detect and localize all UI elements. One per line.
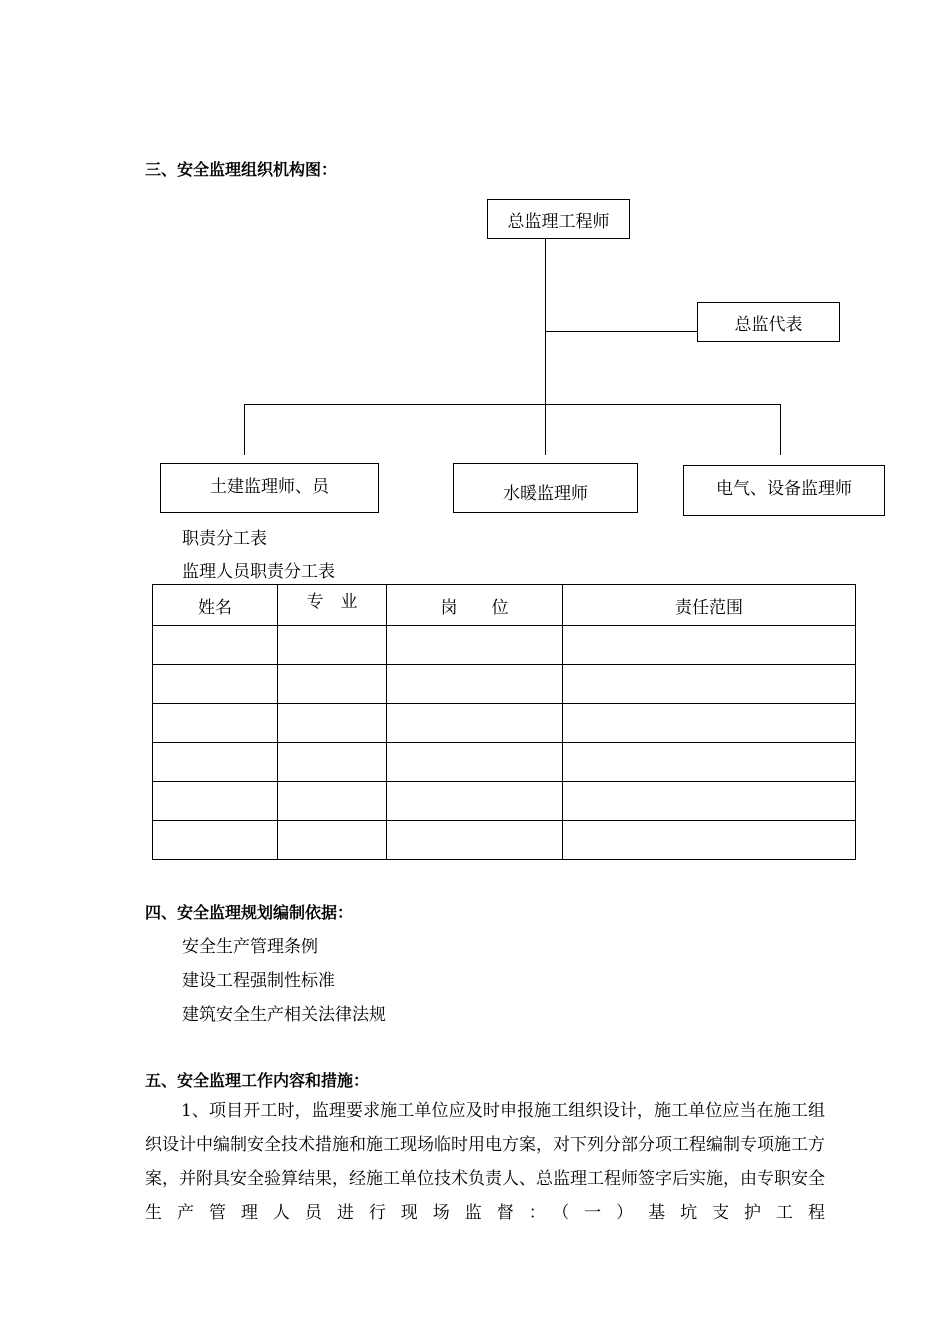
org-box-civil: 土建监理师、员 <box>160 463 379 513</box>
basis-item: 建筑安全生产相关法律法规 <box>182 1005 386 1025</box>
table-cell <box>278 704 387 743</box>
table-cell <box>278 665 387 704</box>
basis-item: 安全生产管理条例 <box>182 937 318 957</box>
org-connector-left <box>244 404 245 455</box>
table-cell <box>153 821 278 860</box>
org-box-plumbing: 水暖监理师 <box>453 463 638 513</box>
org-box-electrical: 电气、设备监理师 <box>683 465 885 516</box>
section5-heading: 五、安全监理工作内容和措施： <box>145 1071 370 1090</box>
table-row <box>153 743 856 782</box>
table-cell <box>153 743 278 782</box>
col-name: 姓名 <box>153 585 278 626</box>
org-connector-deputy <box>545 331 697 332</box>
table-cell <box>278 782 387 821</box>
table-cell <box>563 626 856 665</box>
table-cell <box>563 743 856 782</box>
table-cell <box>563 821 856 860</box>
table-cell <box>153 704 278 743</box>
table-cell <box>278 821 387 860</box>
col-specialty: 专 业 <box>278 585 387 626</box>
table-cell <box>153 626 278 665</box>
col-responsibility: 责任范围 <box>563 585 856 626</box>
org-box-chief-engineer: 总监理工程师 <box>487 199 630 239</box>
caption-duty-table: 职责分工表 <box>182 529 267 549</box>
table-cell <box>387 665 563 704</box>
section4-heading: 四、安全监理规划编制依据： <box>145 903 354 922</box>
basis-item: 建设工程强制性标准 <box>182 971 335 991</box>
table-cell <box>387 626 563 665</box>
org-box-deputy: 总监代表 <box>697 302 840 342</box>
org-connector-main <box>545 239 546 455</box>
section3-heading: 三、安全监理组织机构图： <box>145 160 338 179</box>
table-cell <box>563 665 856 704</box>
table-cell <box>387 743 563 782</box>
table-row <box>153 782 856 821</box>
table-cell <box>278 626 387 665</box>
table-cell <box>278 743 387 782</box>
caption-staff-duty-table: 监理人员职责分工表 <box>182 562 335 582</box>
table-cell <box>387 821 563 860</box>
col-post: 岗 位 <box>387 585 563 626</box>
table-cell <box>563 704 856 743</box>
table-row <box>153 821 856 860</box>
org-connector-branch <box>244 404 781 405</box>
table-cell <box>387 704 563 743</box>
table-cell <box>153 665 278 704</box>
table-cell <box>563 782 856 821</box>
table-header-row <box>153 585 856 626</box>
org-connector-right <box>780 404 781 455</box>
table-cell <box>387 782 563 821</box>
table-row <box>153 704 856 743</box>
table-cell <box>153 782 278 821</box>
table-row <box>153 665 856 704</box>
table-row <box>153 626 856 665</box>
duty-table <box>152 584 856 860</box>
section5-paragraph: 1、项目开工时，监理要求施工单位应及时申报施工组织设计，施工单位应当在施工组织设计中编制安全技术措施和施工现场临时用电方案，对下列分部分项工程编制专项施工方案，并附具安全验算结果，经施工单位技术负责人、总监理工程师签字后实施，由专职安全生产管理人员进行现场监督：（一）基坑支护工程 <box>145 1101 825 1223</box>
